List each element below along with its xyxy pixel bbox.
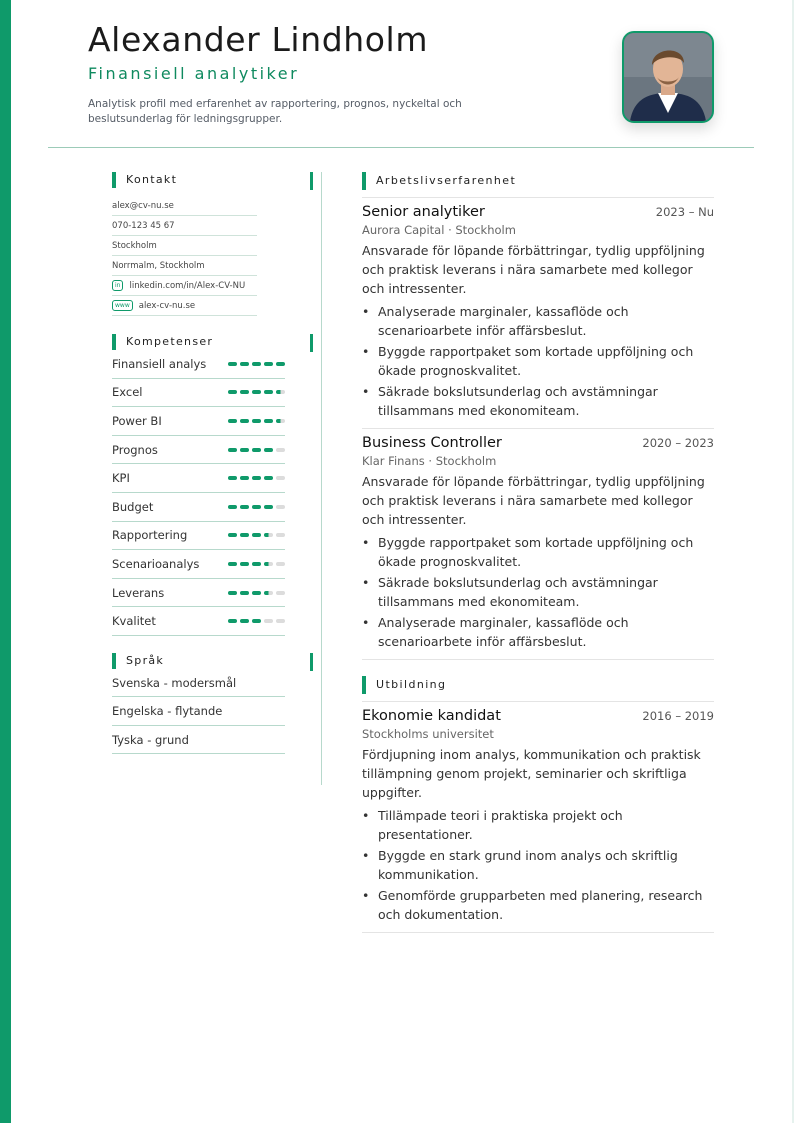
- skill-level-dot: [276, 505, 285, 509]
- heading-accent: [112, 653, 116, 669]
- skill-level-dot: [228, 476, 237, 480]
- skill-row: [112, 350, 285, 379]
- job-bullet: • Analyserade marginaler, kassaflöde och scenarioarbete inför affärsbeslut.: [362, 613, 714, 651]
- skill-level-dot: [276, 591, 285, 595]
- job-org: Aurora Capital · Stockholm: [362, 223, 516, 237]
- skill-row: [112, 464, 285, 493]
- skill-name: Budget: [112, 499, 154, 514]
- portrait-image: [624, 33, 712, 121]
- skill-level-dot: [264, 533, 273, 537]
- skill-level-dot: [240, 362, 249, 366]
- skill-level-dot: [240, 591, 249, 595]
- skill-row: [112, 522, 285, 551]
- skill-level-dot: [264, 448, 273, 452]
- skill-level-dot: [240, 476, 249, 480]
- skill-level-meter: [228, 591, 285, 595]
- skill-level-dot: [252, 591, 261, 595]
- candidate-title: Finansiell analytiker: [88, 64, 300, 83]
- contact-heading: [112, 172, 286, 188]
- resume-header: [88, 20, 508, 127]
- skill-level-dot: [240, 533, 249, 537]
- accent-side-bar: [0, 0, 11, 1123]
- language-item: Engelska - flytande: [112, 697, 285, 726]
- skill-level-dot: [252, 619, 261, 623]
- experience-entry: [362, 428, 714, 659]
- section-end-rule: [362, 932, 714, 933]
- skill-level-dot: [240, 505, 249, 509]
- job-org: Klar Finans · Stockholm: [362, 454, 497, 468]
- skill-level-dot: [276, 476, 285, 480]
- skill-name: KPI: [112, 471, 130, 486]
- skill-level-dot: [252, 390, 261, 394]
- education-bullets: [362, 806, 714, 924]
- skill-level-dot: [264, 362, 273, 366]
- education-bullet: • Byggde en stark grund inom analys och skriftlig kommunikation.: [362, 846, 714, 884]
- job-bullet: • Byggde rapportpaket som kortade uppföljning och ökade prognoskvalitet.: [362, 533, 714, 571]
- skill-level-meter: [228, 619, 285, 623]
- job-description: Ansvarade för löpande förbättringar, tydlig uppföljning och praktisk leverans i nära samarbete med kollegor och intressenter.: [362, 474, 705, 527]
- header-divider: [48, 147, 754, 148]
- skill-level-dot: [228, 505, 237, 509]
- skill-level-dot: [252, 505, 261, 509]
- job-bullet: • Analyserade marginaler, kassaflöde och scenarioarbete inför affärsbeslut.: [362, 302, 714, 340]
- contact-email[interactable]: [112, 196, 257, 216]
- degree-dates: 2016 – 2019: [642, 709, 714, 723]
- heading-tick: [310, 653, 313, 671]
- skill-level-dot: [240, 619, 249, 623]
- contact-phone-text[interactable]: 070-123 45 67: [112, 220, 175, 231]
- skill-level-dot: [264, 562, 273, 566]
- heading-accent: [112, 334, 116, 350]
- skill-name: Prognos: [112, 442, 158, 457]
- skill-row: [112, 607, 285, 636]
- contact-phone[interactable]: [112, 216, 257, 236]
- job-bullet: • Byggde rapportpaket som kortade uppföljning och ökade prognoskvalitet.: [362, 342, 714, 380]
- skill-name: Scenarioanalys: [112, 556, 200, 571]
- skill-level-meter: [228, 419, 285, 423]
- heading-accent: [112, 172, 116, 188]
- contact-email-text[interactable]: alex@cv-nu.se: [112, 200, 174, 211]
- education-bullet: • Tillämpade teori i praktiska projekt och presentationer.: [362, 806, 714, 844]
- school-name: Stockholms universitet: [362, 727, 494, 741]
- contact-website[interactable]: [112, 296, 257, 316]
- skill-name: Power BI: [112, 413, 162, 428]
- skill-level-dot: [276, 533, 285, 537]
- contact-list: [112, 196, 257, 316]
- skill-level-dot: [276, 448, 285, 452]
- skill-row: [112, 379, 285, 408]
- candidate-name: Alexander Lindholm: [88, 20, 429, 59]
- skill-level-dot: [228, 533, 237, 537]
- language-item: Tyska - grund: [112, 726, 285, 755]
- education-heading-label: Utbildning: [376, 678, 447, 691]
- heading-tick: [310, 334, 313, 352]
- contact-linkedin[interactable]: [112, 276, 257, 296]
- skill-name: Rapportering: [112, 528, 188, 543]
- main-content: [362, 172, 714, 933]
- sidebar: [112, 172, 286, 754]
- languages-list: [112, 669, 286, 755]
- skill-level-dot: [252, 362, 261, 366]
- skill-level-dot: [252, 419, 261, 423]
- skill-row: [112, 407, 285, 436]
- heading-tick: [310, 172, 313, 190]
- education-description: Fördjupning inom analys, kommunikation och praktisk tillämpning genom projekt, seminarier och skriftliga uppgifter.: [362, 747, 701, 800]
- skill-row: [112, 436, 285, 465]
- skill-level-dot: [228, 619, 237, 623]
- linkedin-icon: in: [112, 280, 123, 291]
- contact-linkedin-text[interactable]: linkedin.com/in/Alex-CV-NU: [129, 280, 246, 291]
- profile-photo: [622, 31, 714, 123]
- skill-level-dot: [252, 533, 261, 537]
- profile-summary: Analytisk profil med erfarenhet av rapportering, prognos, nyckeltal och beslutsunderlag för ledningsgrupper.: [88, 98, 462, 125]
- skill-level-dot: [240, 448, 249, 452]
- heading-accent: [362, 172, 366, 190]
- skill-name: Finansiell analys: [112, 356, 207, 371]
- job-role: Business Controller: [362, 435, 502, 451]
- job-bullet: • Säkrade bokslutsunderlag och avstämningar tillsammans med ekonomiteam.: [362, 382, 714, 420]
- skill-level-dot: [264, 619, 273, 623]
- skill-level-meter: [228, 448, 285, 452]
- skill-level-dot: [228, 448, 237, 452]
- skill-level-dot: [240, 562, 249, 566]
- contact-city-text: Stockholm: [112, 240, 157, 251]
- job-role: Senior analytiker: [362, 204, 485, 220]
- skill-level-meter: [228, 390, 285, 394]
- skill-level-dot: [252, 476, 261, 480]
- education-bullet: • Genomförde grupparbeten med planering, research och dokumentation.: [362, 886, 714, 924]
- skill-level-dot: [264, 419, 273, 423]
- skill-level-dot: [228, 591, 237, 595]
- skill-level-dot: [252, 562, 261, 566]
- skill-level-dot: [228, 562, 237, 566]
- skill-name: Kvalitet: [112, 614, 156, 629]
- skill-level-dot: [276, 419, 285, 423]
- experience-entry: [362, 197, 714, 428]
- skill-level-dot: [264, 390, 273, 394]
- skill-level-meter: [228, 562, 285, 566]
- skill-level-dot: [252, 448, 261, 452]
- column-divider: [321, 172, 322, 785]
- skill-name: Leverans: [112, 585, 165, 600]
- languages-heading-label: Språk: [126, 653, 165, 667]
- contact-website-text[interactable]: alex-cv-nu.se: [138, 300, 196, 311]
- job-bullets: [362, 533, 714, 651]
- job-bullet: • Säkrade bokslutsunderlag och avstämningar tillsammans med ekonomiteam.: [362, 573, 714, 611]
- language-item: Svenska - modersmål: [112, 669, 285, 698]
- skill-level-meter: [228, 362, 285, 366]
- skills-heading-label: Kompetenser: [126, 335, 214, 348]
- website-icon: www: [112, 300, 133, 311]
- skill-level-meter: [228, 476, 285, 480]
- skills-heading: [112, 334, 286, 350]
- skill-row: [112, 550, 285, 579]
- skill-level-dot: [276, 362, 285, 366]
- contact-address: [112, 256, 257, 276]
- skill-name: Excel: [112, 385, 143, 400]
- skill-level-dot: [240, 390, 249, 394]
- education-heading: [362, 676, 714, 694]
- job-dates: 2023 – Nu: [655, 205, 714, 219]
- contact-address-text: Norrmalm, Stockholm: [112, 260, 205, 271]
- languages-heading: [112, 653, 286, 669]
- skill-level-dot: [264, 591, 273, 595]
- skill-level-dot: [228, 390, 237, 394]
- skill-level-dot: [276, 619, 285, 623]
- degree-name: Ekonomie kandidat: [362, 708, 501, 724]
- experience-heading-label: Arbetslivserfarenhet: [376, 174, 517, 187]
- skill-row: [112, 493, 285, 522]
- job-bullets: [362, 302, 714, 420]
- job-description: Ansvarade för löpande förbättringar, tydlig uppföljning och praktisk leverans i nära samarbete med kollegor och intressenter.: [362, 243, 705, 296]
- experience-heading: [362, 172, 714, 190]
- heading-accent: [362, 676, 366, 694]
- skill-level-dot: [228, 419, 237, 423]
- skill-level-dot: [276, 390, 285, 394]
- skill-level-dot: [276, 562, 285, 566]
- skills-list: [112, 350, 286, 636]
- section-end-rule: [362, 659, 714, 660]
- skill-row: [112, 579, 285, 608]
- contact-heading-label: Kontakt: [126, 173, 178, 186]
- contact-city: [112, 236, 257, 256]
- education-entry: [362, 701, 714, 932]
- skill-level-dot: [264, 476, 273, 480]
- skill-level-dot: [240, 419, 249, 423]
- skill-level-meter: [228, 505, 285, 509]
- skill-level-meter: [228, 533, 285, 537]
- skill-level-dot: [264, 505, 273, 509]
- skill-level-dot: [228, 362, 237, 366]
- job-dates: 2020 – 2023: [642, 436, 714, 450]
